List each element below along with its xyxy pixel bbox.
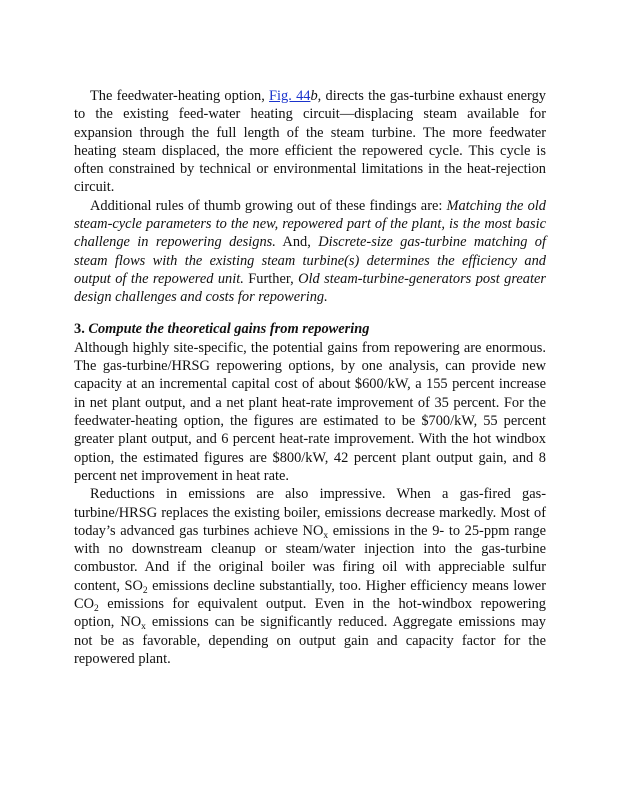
section-heading <box>74 320 546 338</box>
rule-discrete-size-gas-turbine: Discrete-size gas-turbine matching of steam flows with the existing steam turbine(s) determines the efficiency and output of the repowered unit. <box>74 234 546 287</box>
paragraph-text: emissions in the 9- to 25-ppm range with no downstream cleanup or steam/water injection into the gas-turbine combustor. And if the original boiler was firing oil with appreciable sulfur content, SO <box>74 522 547 594</box>
subscript-x: x <box>141 622 146 633</box>
figure-44-link[interactable]: Fig. 44 <box>269 88 311 104</box>
paragraph-theoretical-gains: Although highly site-specific, the potential gains from repowering are enormous. The gas-turbine/HRSG repowering options, by one analysis, can provide new capacity at an incremental capital cost of about $600/kW, a 155 percent increase in net plant output, and a net plant heat-rate improvement of 35 percent. For the feedwater-heating option, the figures are estimated to be $700/kW, 55 percent greater plant output, and 6 percent heat-rate improvement. With the hot windbox option, the estimated figures are $800/kW, 42 percent plant output gain, and 8 percent net improvement in heat rate. <box>74 339 546 484</box>
paragraph-text: Further, <box>243 270 299 287</box>
rule-matching-parameters: Matching the old steam-cycle parameters to the new, repowered part of the plant, is the most basic challenge in repowering designs. <box>74 197 546 251</box>
paragraph-feedwater-heating-option <box>74 87 546 197</box>
rule-old-steam-turbine: Old steam-turbine-generators post greater design challenges and costs for repowering. <box>74 270 546 306</box>
paragraph-text: Additional rules of thumb growing out of these findings are: <box>90 197 447 214</box>
subscript-2: 2 <box>94 604 99 615</box>
paragraph-text: The feedwater-heating option, <box>90 88 270 104</box>
document-page <box>74 87 546 668</box>
paragraph-text: emissions can be significantly reduced. Aggregate emissions may not be as favorable, depending on output gain and capacity factor for the repowered plant. <box>74 614 546 667</box>
paragraph-rules-of-thumb <box>74 197 546 307</box>
paragraph-text: , directs the gas-turbine exhaust energy to the existing feed-water heating circuit—displacing steam available for expansion through the full length of the steam turbine. The more feedwater heating steam displaced, the more efficient the repowered cycle. This cycle is often constrained by technical or environmental limitations in the heat-rejection circuit. <box>74 88 546 196</box>
paragraph-text: emissions decline substantially, too. Higher efficiency means lower CO <box>74 577 546 613</box>
section-title: Compute the theoretical gains from repowering <box>88 320 370 337</box>
paragraph-emissions <box>74 485 546 668</box>
figure-suffix: b <box>310 88 318 104</box>
paragraph-text: And, <box>275 234 319 251</box>
section-number: 3. <box>74 320 89 337</box>
subscript-2: 2 <box>142 585 148 596</box>
subscript-x: x <box>323 530 329 541</box>
paragraph-text: emissions for equivalent output. Even in the hot-windbox repowering option, NO <box>74 596 546 631</box>
paragraph-text: Reductions in emissions are also impressive. When a gas-fired gas-turbine/HRSG replaces the existing boiler, emissions decrease markedly. Most of today’s advanced gas turbines achieve NO <box>74 486 546 539</box>
